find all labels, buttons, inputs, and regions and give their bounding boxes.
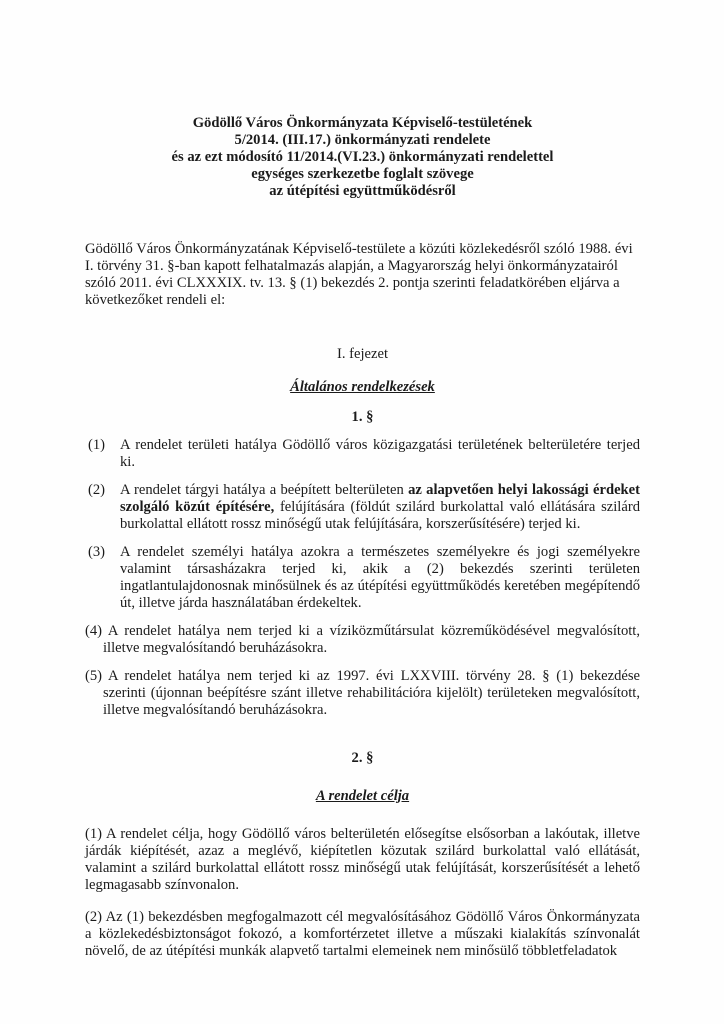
paragraph-text: [120, 482, 640, 532]
paragraph-text-pre: A rendelet tárgyi hatálya a beépített belterületen: [120, 482, 409, 498]
section-2-number: 2. §: [351, 750, 374, 766]
paragraph-text-post: felújítására (földút szilárd burkolattal való ellátására szilárd burkolattal ellátott rossz minőségű utak felújítására, korszerűsítésére) terjed ki.: [120, 499, 640, 532]
paragraph-number: (3): [88, 544, 106, 560]
chapter-subtitle: [85, 379, 640, 396]
preamble-paragraph: Gödöllő Város Önkormányzatának Képviselő-testülete a közúti közlekedésről szóló 1988. évi I. törvény 31. §-ban kapott felhatalmazás alapján, a Magyarország helyi önkormányzatairól szóló 2011. évi CLXXXIX. tv. 13. § (1) bekezdés 2. pontja szerinti feladatkörében eljárva a következőket rendeli el:: [85, 241, 633, 308]
paragraph-number: (4): [85, 623, 103, 639]
title-line-4: egységes szerkezetbe foglalt szövege: [251, 166, 474, 182]
title-line-1: Gödöllő Város Önkormányzata Képviselő-testületének: [192, 115, 533, 131]
section1-paragraph-5: [85, 668, 640, 719]
paragraph-text: A rendelet hatálya nem terjed ki az 1997. évi LXXVIII. törvény 28. § (1) bekezdése szerinti (újonnan beépítésre szánt illetve rehabilitációra kijelölt) területeken megvalósított, illetve megvalósítandó beruházásokra.: [103, 668, 640, 718]
section-2-subtitle: [85, 788, 640, 805]
section-1-number: 1. §: [351, 409, 374, 425]
section2-paragraph-2: [85, 909, 640, 960]
section1-paragraph-3: [85, 544, 640, 612]
chapter-subtitle-text: Általános rendelkezések: [290, 379, 435, 395]
title-line-3: és az ezt módosító 11/2014.(VI.23.) önkormányzati rendelettel: [171, 149, 554, 165]
paragraph-number: (2): [85, 908, 103, 925]
title-line-5: az útépítési együttműködésről: [269, 183, 456, 199]
section1-paragraph-2: [85, 482, 640, 533]
section2-paragraph-1: [85, 826, 640, 894]
paragraph-text: A rendelet személyi hatálya azokra a természetes személyekre és jogi személyekre valamint társasházakra terjed ki, akik a (2) bekezdés szerinti területen ingatlantulajdonosnak minősülnek és az útépítési együttműködés keretében megépítendő út, illetve járda használatában érdekeltek.: [120, 544, 640, 611]
document-title: [85, 115, 640, 200]
section1-paragraph-4: [85, 623, 640, 657]
paragraph-number: (5): [85, 668, 103, 684]
paragraph-number: (2): [88, 482, 106, 498]
paragraph-text: A rendelet hatálya nem terjed ki a víziközműtársulat közreműködésével megvalósított, illetve megvalósítandó beruházásokra.: [103, 623, 640, 656]
paragraph-number: (1): [88, 437, 106, 453]
title-line-2: 5/2014. (III.17.) önkormányzati rendelete: [234, 132, 491, 148]
paragraph-text: A rendelet területi hatálya Gödöllő város közigazgatási területének belterületére terjed ki.: [120, 437, 640, 470]
chapter-heading: I. fejezet: [336, 346, 389, 362]
paragraph-text: A rendelet célja, hogy Gödöllő város belterületén elősegítse elsősorban a lakóutak, illetve járdák kiépítését, azaz a meglévő, kiépítetlen közutak szilárd burkolattal való ellátását, valamint a szilárd burkolattal ellátott rossz minőségű utak felújítását, korszerűsítését a lehető legmagasabb színvonalon.: [85, 826, 640, 893]
section-2-subtitle-text: A rendelet célja: [315, 788, 410, 804]
section1-paragraph-1: [85, 437, 640, 471]
paragraph-number: (1): [85, 826, 103, 842]
paragraph-text: Az (1) bekezdésben megfogalmazott cél megvalósításához Gödöllő Város Önkormányzata a közlekedésbiztonságot fokozó, a komfortérzetet illetve a műszaki kialakítás színvonalát növelő, de az útépítési munkák alapvető tartalmi elemeinek nem minősülő többletfeladatok: [85, 908, 640, 959]
paragraph-text-bold: az alapvetően helyi lakossági érdeket szolgáló közút építésére,: [120, 482, 641, 515]
